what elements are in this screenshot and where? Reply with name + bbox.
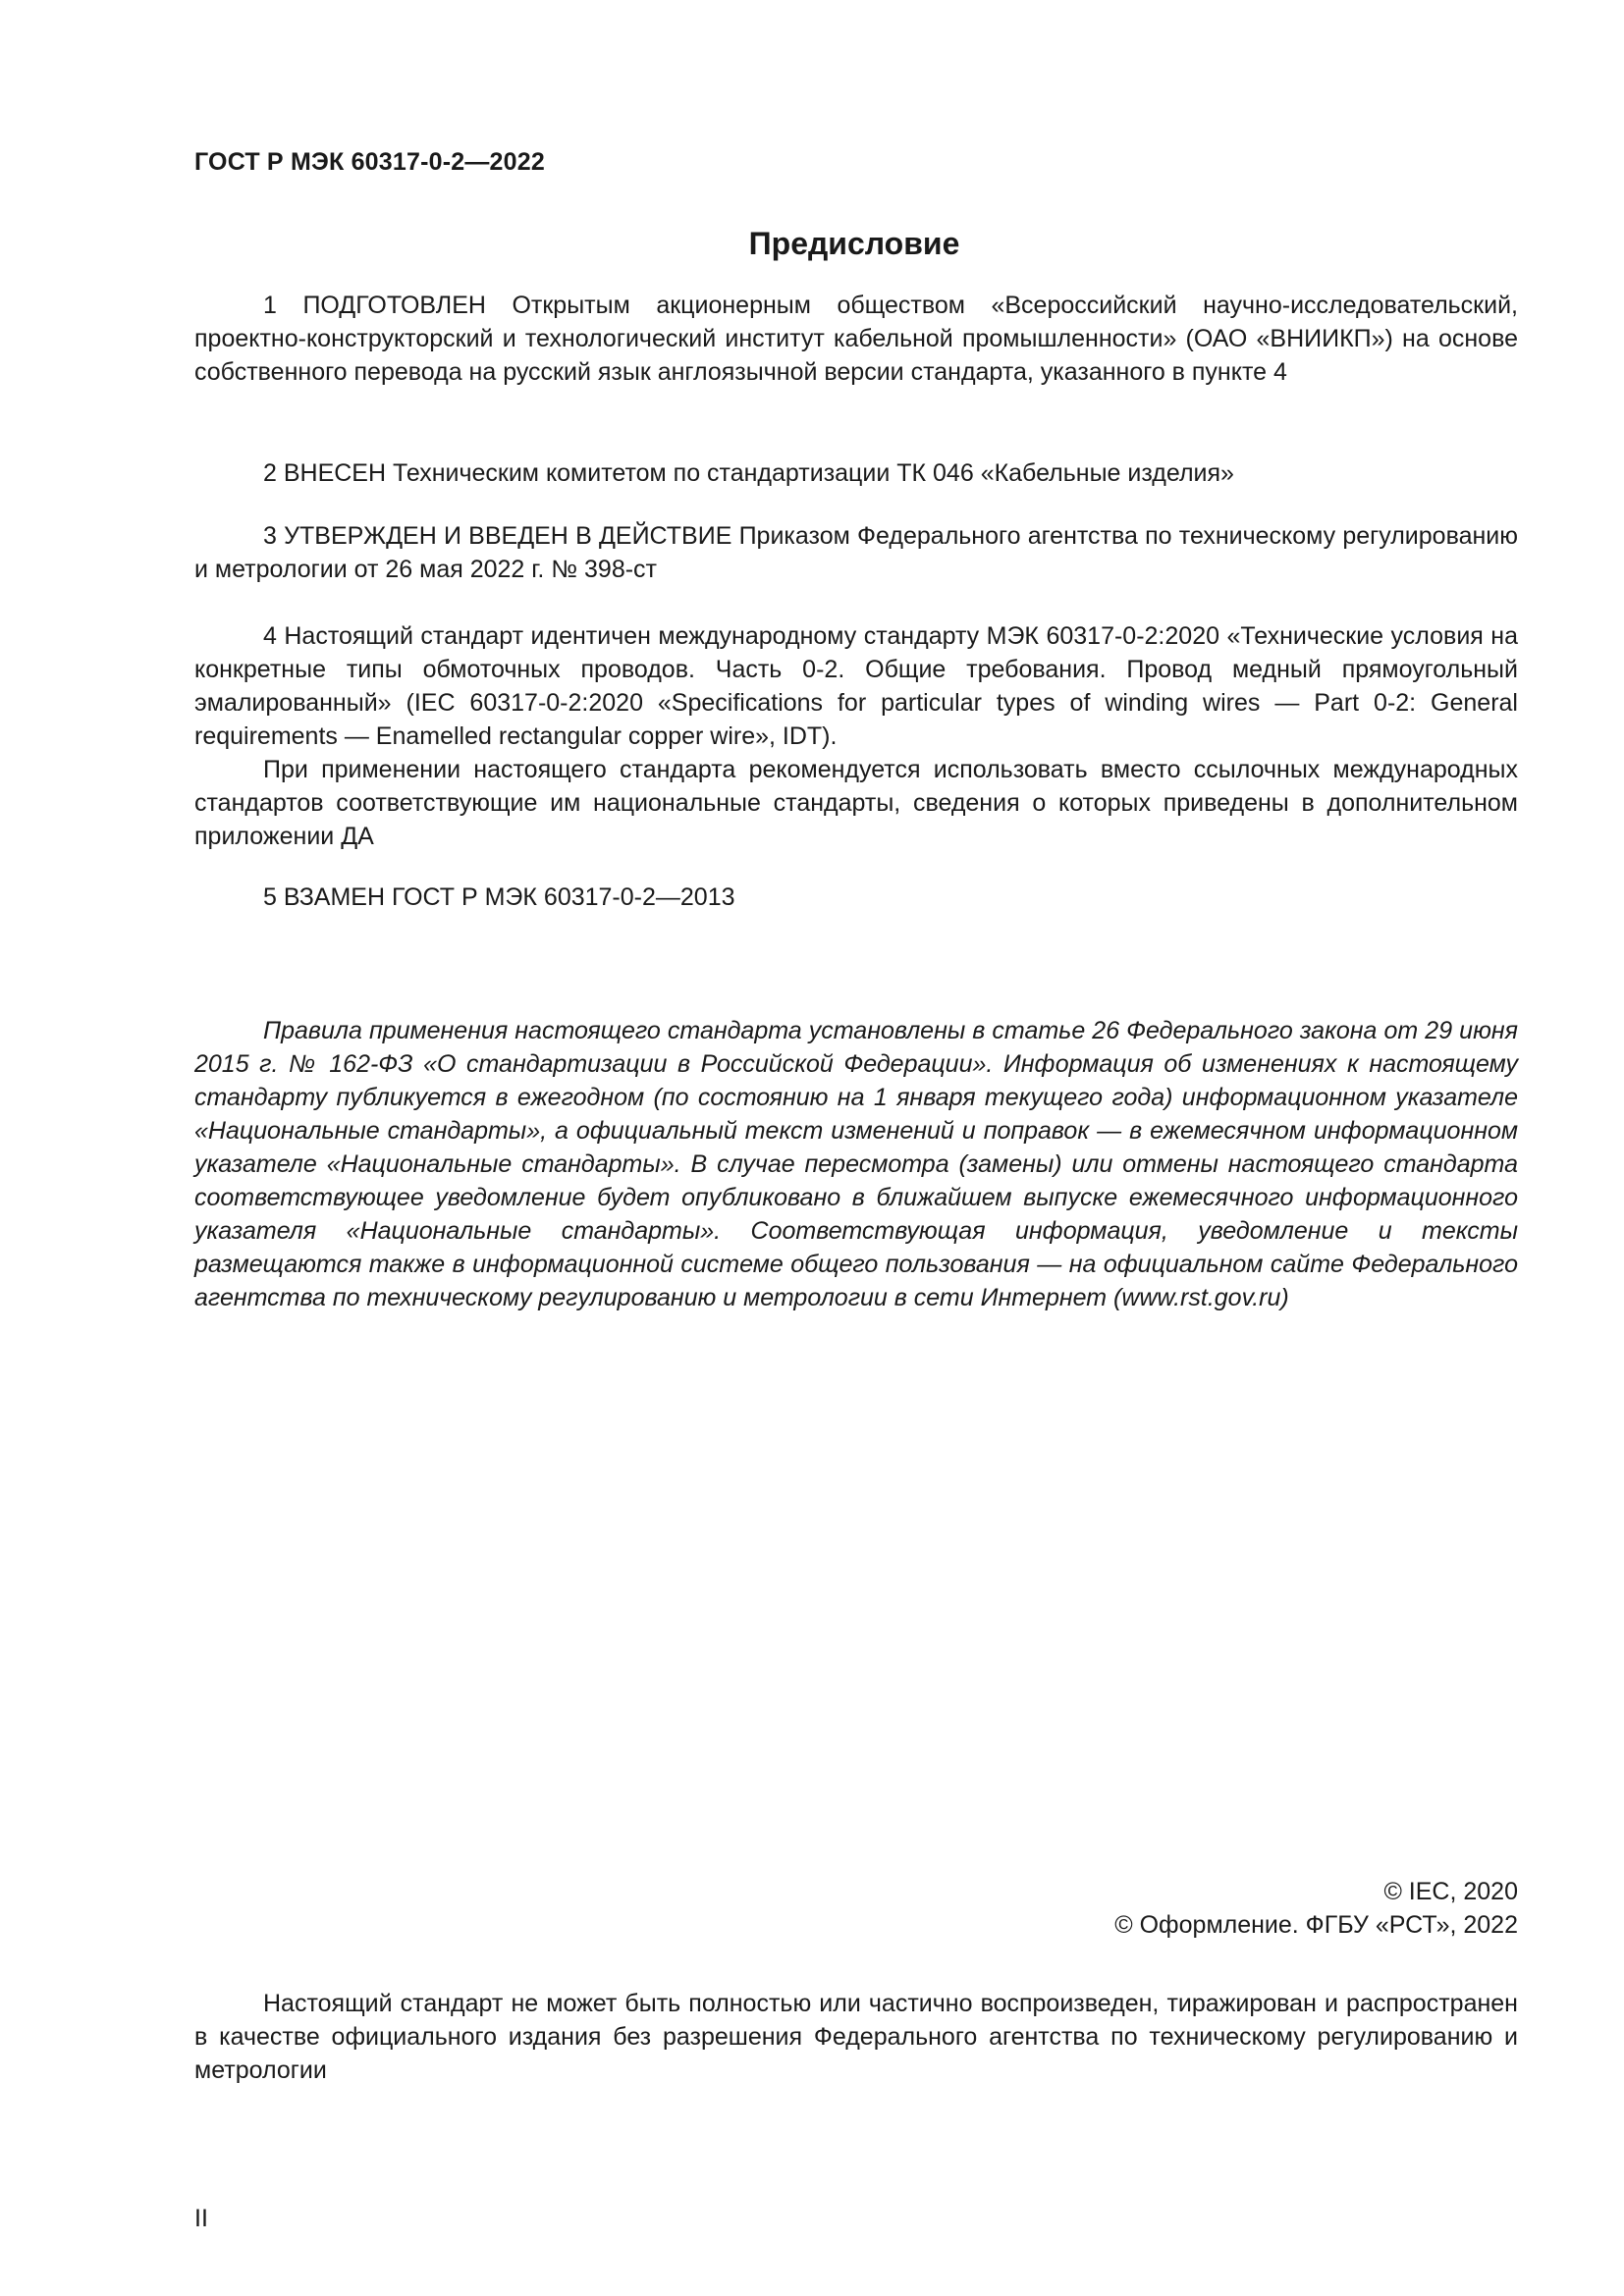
foreword-item-1-text: 1 ПОДГОТОВЛЕН Открытым акционерным обществом «Всероссийский научно-исследовательский, проектно-конструкторский и технологический институт кабельной промышленности» (ОАО «ВНИИКП») на основе собственного перевода на русский язык англоязычной версии стандарта, указанного в пункте 4 bbox=[194, 292, 1518, 386]
rules-paragraph-text: Правила применения настоящего стандарта установлены в статье 26 Федерального закона от 29 июня 2015 г. № 162-ФЗ «О стандартизации в Российской Федерации». Информация об изменениях к настоящему стандарту публикуется в ежегодном (по состоянию на 1 января текущего года) информационном указателе «Национальные стандарты», а официальный текст изменений и поправок — в ежемесячном информационном указателе «Национальные стандарты». В случае пересмотра (замены) или отмены настоящего стандарта соответствующее уведомление будет опубликовано в ближайшем выпуске ежемесячного информационного указателя «Национальные стандарты». Соответствующая информация, уведомление и тексты размещаются также в информационной системе общего пользования — на официальном сайте Федерального агентства по техническому регулированию и метрологии в сети Интернет (www.rst.gov.ru) bbox=[194, 1017, 1518, 1311]
page-title: Предисловие bbox=[748, 226, 960, 261]
foreword-item-2-text: 2 ВНЕСЕН Техническим комитетом по стандартизации ТК 046 «Кабельные изделия» bbox=[263, 459, 1234, 487]
foreword-item-1 bbox=[194, 289, 1518, 389]
foreword-item-3-text: 3 УТВЕРЖДЕН И ВВЕДЕН В ДЕЙСТВИЕ Приказом Федерального агентства по техническому регулированию и метрологии от 26 мая 2022 г. № 398-ст bbox=[194, 522, 1518, 583]
foreword-item-5-text: 5 ВЗАМЕН ГОСТ Р МЭК 60317-0-2—2013 bbox=[263, 883, 735, 911]
foreword-item-4-note: При применении настоящего стандарта рекомендуется использовать вместо ссылочных международных стандартов соответствующие им национальные стандарты, сведения о которых приведены в дополнительном приложении ДА bbox=[194, 756, 1518, 850]
foreword-item-4 bbox=[194, 619, 1518, 853]
rules-paragraph bbox=[194, 1014, 1518, 1314]
reproduction-notice-text: Настоящий стандарт не может быть полностью или частично воспроизведен, тиражирован и распространен в качестве официального издания без разрешения Федерального агентства по техническому регулированию и метрологии bbox=[194, 1990, 1518, 2084]
copyright-block bbox=[194, 1875, 1518, 1942]
foreword-item-4-text: 4 Настоящий стандарт идентичен международному стандарту МЭК 60317-0-2:2020 «Технические условия на конкретные типы обмоточных проводов. Часть 0-2. Общие требования. Провод медный прямоугольный эмалированный» (IEC 60317-0-2:2020 «Specifications for particular types of winding wires — Part 0-2: General requirements — Enamelled rectangular copper wire», IDT). bbox=[194, 622, 1518, 750]
copyright-rst: © Оформление. ФГБУ «РСТ», 2022 bbox=[1114, 1911, 1518, 1939]
foreword-item-5 bbox=[194, 881, 1518, 914]
foreword-item-2 bbox=[194, 456, 1518, 490]
copyright-iec: © IEC, 2020 bbox=[1383, 1878, 1518, 1905]
page-number: II bbox=[194, 2205, 208, 2232]
foreword-item-3 bbox=[194, 519, 1518, 586]
reproduction-notice bbox=[194, 1987, 1518, 2087]
document-code-header: ГОСТ Р МЭК 60317-0-2—2022 bbox=[194, 148, 545, 176]
